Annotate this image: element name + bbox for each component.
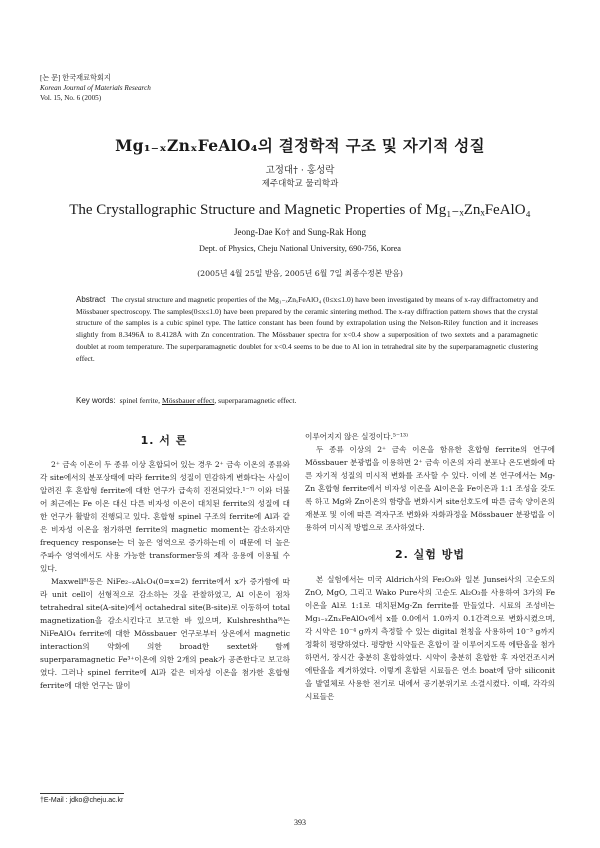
page-number: 393 (294, 818, 306, 827)
journal-info (40, 73, 151, 103)
paragraph: 두 종류 이상의 2⁺ 금속 이온을 함유한 혼합형 ferrite의 연구에 Mössbauer 분광법을 이용하면 2⁺ 금속 이온의 자리 분포나 온도변화에 따른 자기적 성질의 미시적 변화를 조사할 수 있다. 이에 본 연구에서는 Mg-Zn 혼합형 ferrite에서 비자성 이온을 Al이온을 Fe이온과 1:1 조성을 갖도록 하고 Mg와 Zn이온의 함량을 변화시켜 site선호도에 따른 금속 양이온의 재분포 및 이에 따른 격자구조 변화와 자화과정을 Mössbauer 분광법을 이용하여 미시적 방법으로 조사하였다. (305, 445, 555, 532)
section-heading-introduction: 1. 서 론 (140, 434, 188, 447)
title-korean: Mg₁₋ₓZnₓFeAlO₄의 결정학적 구조 및 자기적 성질 (115, 136, 485, 155)
section-heading-methods: 2. 실험 방법 (395, 548, 465, 561)
keyword-mossbauer: Mössbauer effect (161, 396, 215, 405)
journal-volume: Vol. 15, No. 6 (2005) (40, 94, 102, 102)
right-column (305, 430, 555, 703)
abstract (76, 294, 538, 364)
keywords: Key words: spinel ferrite, Mössbauer effect, superparamagnetic effect. (76, 396, 297, 405)
paragraph: 2⁺ 금속 이온이 두 종류 이상 혼합되어 있는 경우 2⁺ 금속 이온의 종류와 각 site에서의 분포상태에 따라 ferrite의 성질이 민감하게 변화다는 사실이 알려진 후 혼합형 ferrite에 대한 연구가 급속히 진전되었다.¹⁻⁷⁾ 이와 더불어 최근에는 Fe 이온 대신 다른 비자성 이온이 대치된 ferrite의 성질에 대한 연구가 활발히 진행되고 있다. 혼합형 spinel 구조의 ferrite에 Al과 같은 비자성 이온을 첨가하면 ferrite의 magnetic moment는 감소하지만 frequency response는 더 높은 영역으로 증가하는데 이 때문에 더 높은 주파수 영역에서도 사용 가능한 transformer등의 제작 응용에 이용될 수 있다. (40, 460, 290, 573)
authors-korean: 고정대† · 홍성락 (265, 165, 335, 176)
authors-english: Jeong-Dae Ko† and Sung-Rak Hong (234, 227, 366, 237)
affiliation-korean: 제주대학교 물리학과 (261, 179, 339, 189)
received-dates: (2005년 4월 25일 받음, 2005년 6월 7일 최종수정본 받음) (197, 269, 403, 278)
affiliation-english: Dept. of Physics, Cheju National University, 690-756, Korea (198, 244, 401, 253)
journal-name: Korean Journal of Materials Research (40, 84, 151, 92)
paragraph: Maxwell⁸⁾등은 NiFe₂₋ₓAlₓO₄(0=x=2) ferrite에서 x가 증가함에 따라 unit cell이 선형적으로 감소하는 것을 관찰하였고, Al 이온이 점차 tetrahedral site(A-site)에서 octahedral site(B-site)로 이동하여 total magnetization을 감소시킨다고 보고한 바 있으며, Kulshreshtha⁹⁾는 NiFeAlO₄ ferrite에 대한 Mössbauer 연구로부터 상온에서 magnetic interaction의 약화에 의한 broad한 sextet와 함께 superparamagnetic Fe³⁺이온에 의한 2개의 peak가 공존한다고 보고하였다. 그러나 spinel ferrite에 Al과 같은 비자성 이온을 첨가한 혼합형 ferrite에 대한 연구는 많이 (40, 577, 290, 690)
paragraph-continuation: 이루어지지 않은 실정이다.⁵⁻¹³⁾ (305, 432, 408, 441)
abstract-text: The crystal structure and magnetic properties of the Mg₁₋ₓZnₓFeAlO₄ (0≤x≤1.0) have been investigated by means of x-ray diffractometry and Mössbauer spectroscopy. The samples(0≤x≤1.0) have been prepared by the ceramic sintering method. The x-ray diffraction pattern shows that the crystal structure of the samples is a cubic spinel type. The lattice constant has been found by extrapolation using the Nelson-Riley function and it increases slightly from 8.3496Å to 8.4128Å with Zn concentration. The Mössbauer spectra for x<0.4 show a superposition of two sextets and a paramagnetic doublet at room temperature. The superparamagnetic doublet for x<0.4 seems to be due to Al ion in tetrahedral site by the superparamagnetic clustering effect. (76, 295, 538, 363)
journal-category: [논 문] 한국재료학회지 (40, 74, 111, 82)
title-english: The Crystallographic Structure and Magnetic Properties of Mg₁₋ₓZnₓFeAlO₄ (69, 202, 531, 218)
abstract-label: Abstract (76, 295, 106, 304)
footnote-rule (40, 793, 124, 794)
paragraph: 본 실험에서는 미국 Aldrich사의 Fe₂O₃와 일본 Junsei사의 고순도의 ZnO, MgO, 그리고 Wako Pure사의 고순도 Al₂O₃를 사용하여 3가의 Fe이온을 Al로 1:1로 대치된Mg-Zn ferrite를 만들었다. 시료의 조성비는 Mg₁₋ₓZnₓFeAlO₄에서 x를 0.0에서 1.0까지 0.1간격으로 변화시켰으며, 각 시약은 10⁻⁴ g까지 측정할 수 있는 digital 천칭을 사용하여 10⁻³ g까지 정확히 평량하였다. 평량한 시약들은 혼합이 잘 이루어지도록 에탄올을 첨가하면서, 장시간 충분히 혼합하였다. 시약이 충분히 혼합한 후 자연건조시켜 에탄올을 제거하였다. 이렇게 혼합된 시료들은 연소 boat에 담아 siliconit을 발열체로 사용한 전기로 내에서 공기분위기로 소결시켰다. 이때, 각각의 시료들은 (305, 575, 555, 701)
footnote-email: †E-Mail : jdko@cheju.ac.kr (40, 797, 124, 804)
left-column (40, 458, 290, 692)
keywords-label: Key words: (76, 396, 116, 405)
